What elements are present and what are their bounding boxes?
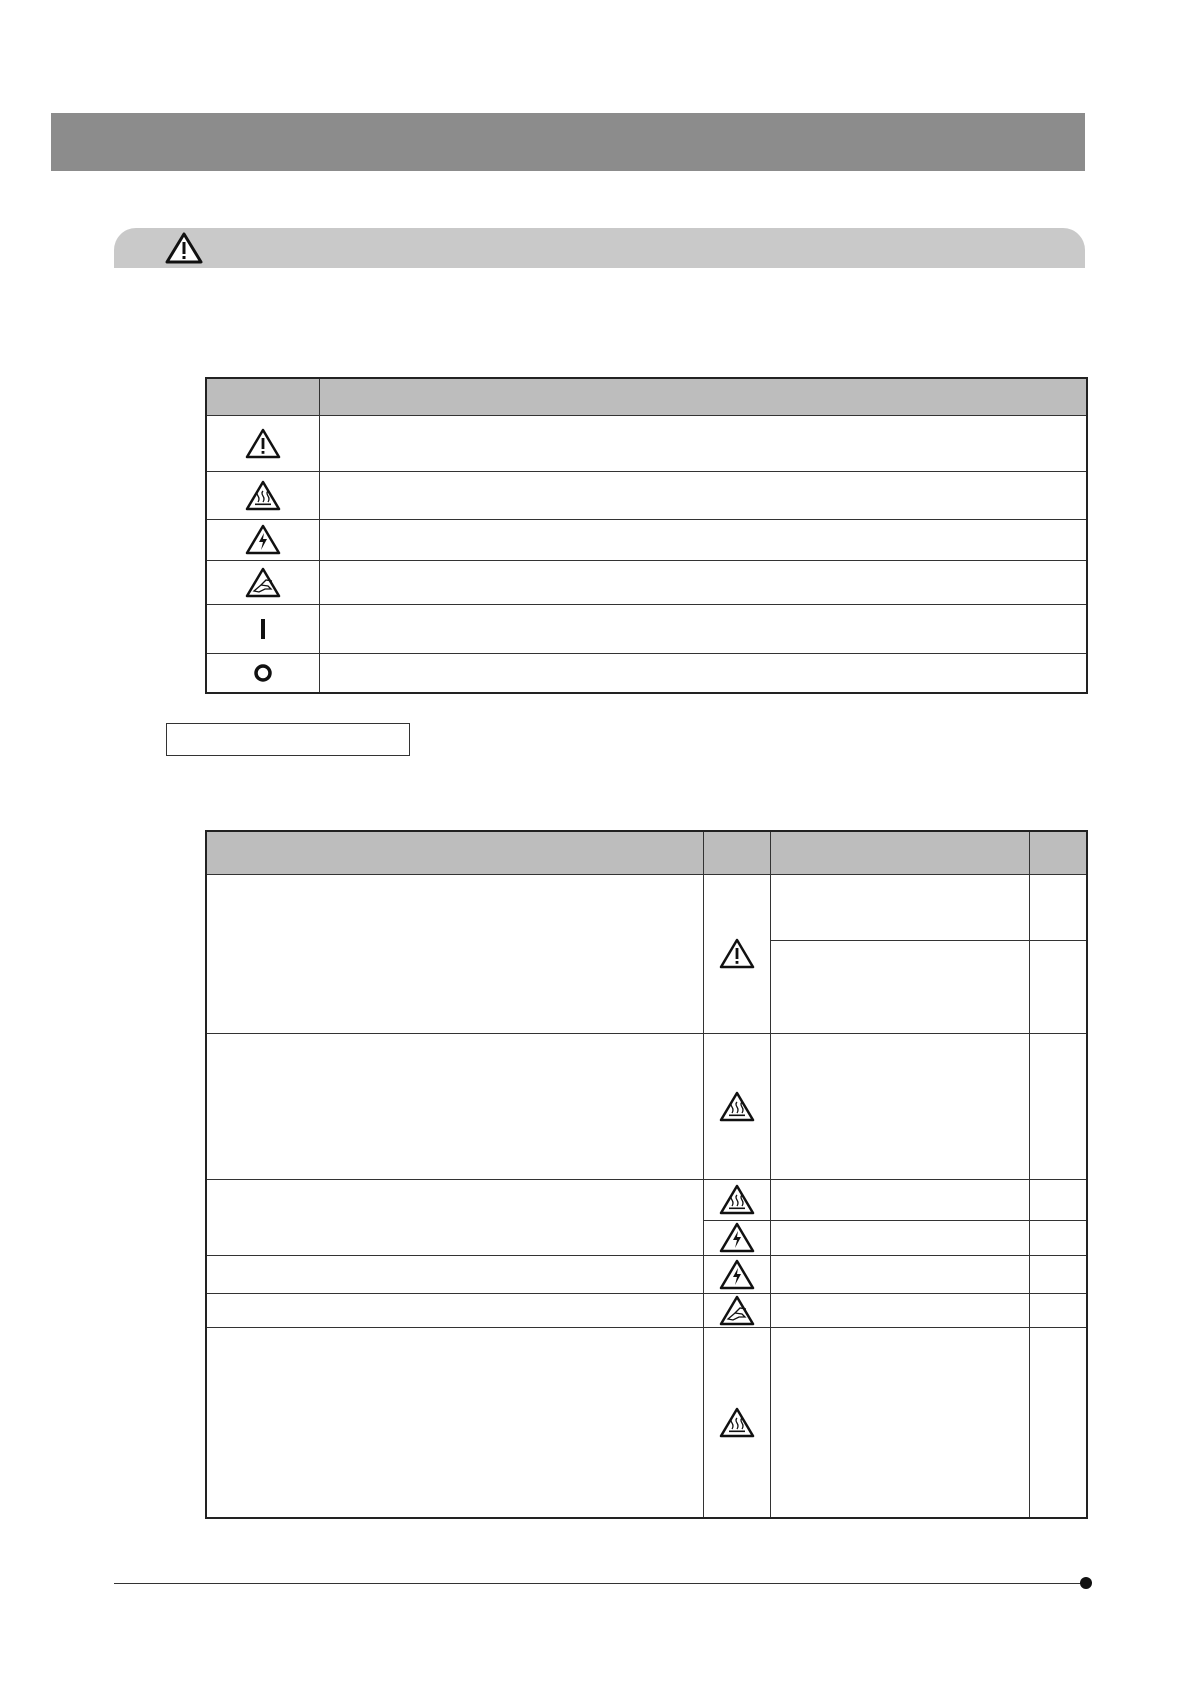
table-row — [207, 875, 1087, 941]
symbol-explanation — [320, 472, 1087, 520]
hot-surface-icon — [207, 480, 319, 512]
symbol-explanation — [320, 520, 1087, 561]
content-cell — [771, 1034, 1030, 1180]
table-row — [207, 1328, 1087, 1518]
table-row — [207, 1180, 1087, 1221]
table-row — [207, 1294, 1087, 1328]
position-cell — [207, 1180, 704, 1256]
symbol-column-header — [704, 832, 771, 875]
general-caution-icon — [704, 938, 770, 970]
page-ref-cell — [1030, 875, 1087, 941]
content-cell — [771, 1221, 1030, 1256]
symbol-explanation — [320, 416, 1087, 472]
symbol-explanation — [320, 561, 1087, 605]
footer-bullet-dot — [1080, 1577, 1092, 1589]
symbol-explanation — [320, 654, 1087, 693]
power-off-icon — [207, 662, 319, 684]
hot-surface-icon — [704, 1184, 770, 1216]
chapter-header-band — [51, 113, 1085, 171]
table-row — [207, 520, 1087, 561]
electric-shock-icon — [207, 524, 319, 556]
content-cell — [771, 941, 1030, 1034]
symbol-column-header — [207, 379, 320, 416]
content-cell — [771, 1256, 1030, 1294]
warning-label-heading-box — [166, 723, 410, 756]
electric-shock-icon — [704, 1222, 770, 1254]
table-row — [207, 561, 1087, 605]
table-row — [207, 654, 1087, 693]
general-caution-icon — [207, 428, 319, 460]
page-ref-cell — [1030, 1221, 1087, 1256]
symbol-table — [206, 378, 1087, 693]
table-row — [207, 472, 1087, 520]
table-row — [207, 1256, 1087, 1294]
content-cell — [771, 1180, 1030, 1221]
content-cell — [771, 875, 1030, 941]
page-ref-column-header — [1030, 832, 1087, 875]
warning-label-table — [206, 831, 1087, 1518]
page-ref-cell — [1030, 1294, 1087, 1328]
position-cell — [207, 875, 704, 1034]
page-ref-cell — [1030, 941, 1087, 1034]
safety-section-bar — [114, 228, 1085, 268]
position-cell — [207, 1328, 704, 1518]
content-cell — [771, 1328, 1030, 1518]
hand-pinch-icon — [207, 567, 319, 599]
page-ref-cell — [1030, 1180, 1087, 1221]
table-row — [207, 416, 1087, 472]
power-on-icon — [207, 616, 319, 642]
position-cell — [207, 1256, 704, 1294]
page-ref-cell — [1030, 1034, 1087, 1180]
position-column-header — [207, 832, 704, 875]
explanation-column-header — [320, 379, 1087, 416]
hot-surface-icon — [704, 1407, 770, 1439]
table-row — [207, 1034, 1087, 1180]
symbol-explanation — [320, 605, 1087, 654]
hand-pinch-icon — [704, 1295, 770, 1327]
footer-rule — [114, 1583, 1086, 1584]
hot-surface-icon — [704, 1091, 770, 1123]
page-ref-cell — [1030, 1328, 1087, 1518]
warning-triangle-icon — [164, 231, 204, 265]
position-cell — [207, 1294, 704, 1328]
position-cell — [207, 1034, 704, 1180]
content-column-header — [771, 832, 1030, 875]
table-row — [207, 605, 1087, 654]
page-ref-cell — [1030, 1256, 1087, 1294]
electric-shock-icon — [704, 1259, 770, 1291]
content-cell — [771, 1294, 1030, 1328]
